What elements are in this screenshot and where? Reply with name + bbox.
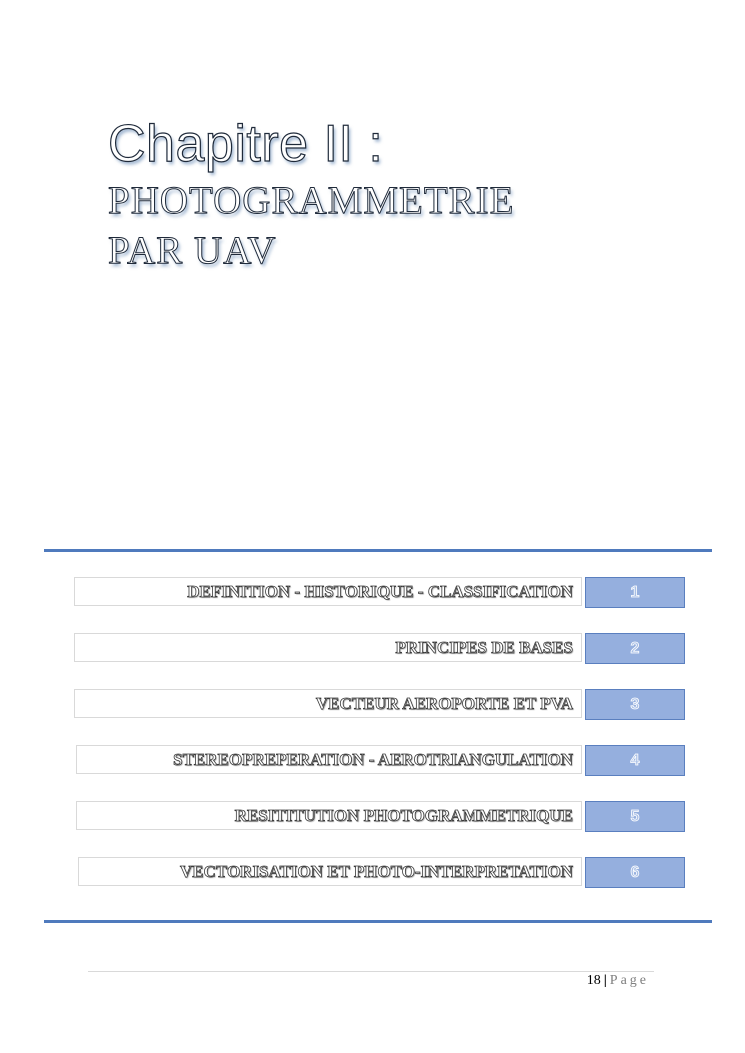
toc-entry-number: 5: [585, 801, 685, 832]
toc-entry-number: 6: [585, 857, 685, 888]
toc-entry-3[interactable]: [0, 689, 745, 720]
toc-entry-6[interactable]: [0, 857, 745, 888]
toc-entry-number: 4: [585, 745, 685, 776]
toc-entry-number: 2: [585, 633, 685, 664]
toc-entry-number: 3: [585, 689, 685, 720]
toc-entry-label: VECTORISATION ET PHOTO-INTERPRETATION: [78, 857, 582, 886]
toc-entry-4[interactable]: [0, 745, 745, 776]
toc-entry-label: PRINCIPES DE BASES: [74, 633, 582, 662]
toc-entry-5[interactable]: [0, 801, 745, 832]
chapter-heading: Chapitre II :: [108, 115, 384, 173]
toc-entry-number: 1: [585, 577, 685, 608]
bottom-divider: [44, 920, 712, 923]
toc-entry-label: STEREOPREPERATION - AEROTRIANGULATION: [76, 745, 582, 774]
footer-separator: |: [603, 973, 607, 988]
toc-entry-label: RESITITUTION PHOTOGRAMMETRIQUE: [76, 801, 582, 830]
chapter-title-block: [108, 112, 514, 276]
page-footer: [587, 973, 649, 989]
toc-entry-1[interactable]: [0, 577, 745, 608]
toc-entry-2[interactable]: [0, 633, 745, 664]
toc-entry-label: DEFINITION - HISTORIQUE - CLASSIFICATION: [74, 577, 582, 606]
page-word: Page: [609, 973, 649, 988]
page-number: 18: [586, 973, 601, 988]
chapter-subtitle-line-1: PHOTOGRAMMETRIE: [108, 179, 515, 222]
footer-divider: [88, 971, 654, 972]
top-divider: [44, 549, 712, 552]
chapter-subtitle-line-2: PAR UAV: [108, 229, 277, 272]
toc-entry-label: VECTEUR AEROPORTE ET PVA: [74, 689, 582, 718]
